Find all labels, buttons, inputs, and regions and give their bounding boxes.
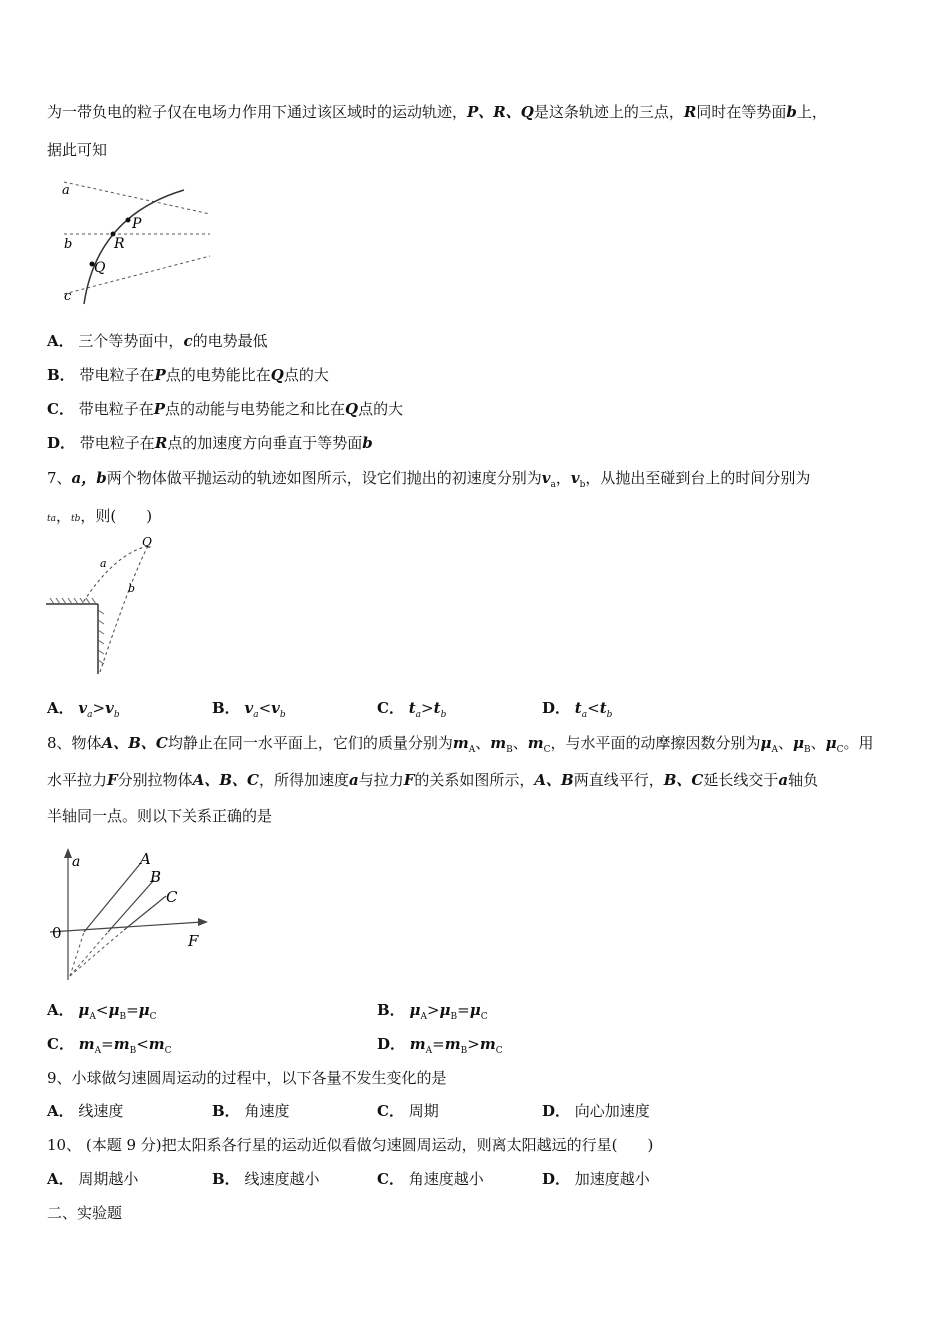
q7-option-b[interactable]: B． $v_a<v_b$	[212, 699, 286, 720]
q8-option-c[interactable]: C． $m_A=m_B<m_C$	[47, 1035, 172, 1056]
q8-graph-figure	[46, 844, 211, 990]
q9-option-b[interactable]: B． 角速度	[212, 1102, 290, 1120]
q8-fig-label-F: F	[188, 932, 199, 950]
q9-question: 9、小球做匀速圆周运动的过程中，以下各量不发生变化的是	[47, 1069, 447, 1087]
q8-fig-label-C: C	[166, 888, 178, 906]
q8-option-a[interactable]: A． $\mu_A<\mu_B=\mu_C$	[47, 1001, 157, 1022]
q7-option-c[interactable]: C． $t_a>t_b$	[377, 699, 447, 720]
q7-option-a[interactable]: A． $v_a>v_b$	[47, 699, 120, 720]
q10-option-d[interactable]: D． 加速度越小	[542, 1170, 650, 1188]
q6-fig-label-R: R	[114, 236, 125, 252]
q6-fig-label-c: c	[64, 289, 72, 304]
q10-option-a[interactable]: A． 周期越小	[47, 1170, 139, 1188]
q7-fig-label-Q: Q	[142, 536, 152, 549]
q9-option-c[interactable]: C． 周期	[377, 1102, 439, 1120]
q6-option-c[interactable]: C． 带电粒子在P点的动能与电势能之和比在Q点的大	[47, 400, 404, 418]
q8-fig-label-a: a	[72, 854, 81, 870]
q8-option-b[interactable]: B． $\mu_A>\mu_B=\mu_C$	[377, 1001, 488, 1022]
q6-intro-line2: 据此可知	[47, 141, 108, 159]
q6-fig-label-a: a	[62, 183, 70, 198]
q6-option-b[interactable]: B． 带电粒子在P点的电势能比在Q点的大	[47, 366, 329, 384]
q8-fig-label-B: B	[150, 868, 162, 886]
q6-fig-label-b: b	[64, 237, 73, 252]
q8-option-d[interactable]: D． $m_A=m_B>m_C$	[377, 1035, 503, 1056]
q6-option-a[interactable]: A． 三个等势面中，c的电势最低	[47, 332, 268, 350]
q8-line3: 半轴同一点。则以下关系正确的是	[47, 807, 273, 825]
q7-option-d[interactable]: D． $t_a<t_b$	[542, 699, 613, 720]
q6-fig-label-P: P	[132, 216, 142, 232]
q7-projectile-figure	[44, 536, 174, 682]
q9-option-d[interactable]: D． 向心加速度	[542, 1102, 650, 1120]
q9-option-a[interactable]: A． 线速度	[47, 1102, 124, 1120]
q10-question: 10、 (本题 9 分)把太阳系各行星的运动近似看做匀速圆周运动，则离太阳越远的行星( )	[47, 1136, 654, 1154]
q7-line1: 7、a，b两个物体做平抛运动的轨迹如图所示，设它们抛出的初速度分别为$v_a$，$v_b$，从抛出至碰到台上的时间分别为	[47, 469, 811, 490]
q8-fig-label-O: 0	[52, 924, 62, 942]
q6-option-d[interactable]: D． 带电粒子在R点的加速度方向垂直于等势面b	[47, 434, 373, 452]
section-heading-experiments: 二、实验题	[47, 1204, 123, 1222]
q7-fig-label-a: a	[100, 557, 107, 570]
q10-option-c[interactable]: C． 角速度越小	[377, 1170, 484, 1188]
q6-intro-line1: 为一带负电的粒子仅在电场力作用下通过该区域时的运动轨迹，P、R、Q是这条轨迹上的三点，R同时在等势面b上，	[47, 103, 827, 121]
q8-line1: 8、物体A、B、C均静止在同一水平面上，它们的质量分别为$m_A$、$m_B$、$m_C$，与水平面的动摩擦因数分别为$\mu_A$、$\mu_B$、$\mu_C$。用	[47, 734, 874, 755]
q8-line2: 水平拉力F分别拉物体A、B、C，所得加速度a与拉力F的关系如图所示，A、B两直线平行，B、C延长线交于a轴负	[47, 771, 819, 789]
q10-option-b[interactable]: B． 线速度越小	[212, 1170, 320, 1188]
q8-fig-label-A: A	[140, 850, 151, 868]
q7-fig-label-b: b	[128, 582, 136, 595]
q6-equipotential-figure	[52, 176, 212, 310]
q7-line2: ta，tb，则( )	[47, 507, 153, 525]
q6-fig-label-Q: Q	[94, 260, 106, 276]
